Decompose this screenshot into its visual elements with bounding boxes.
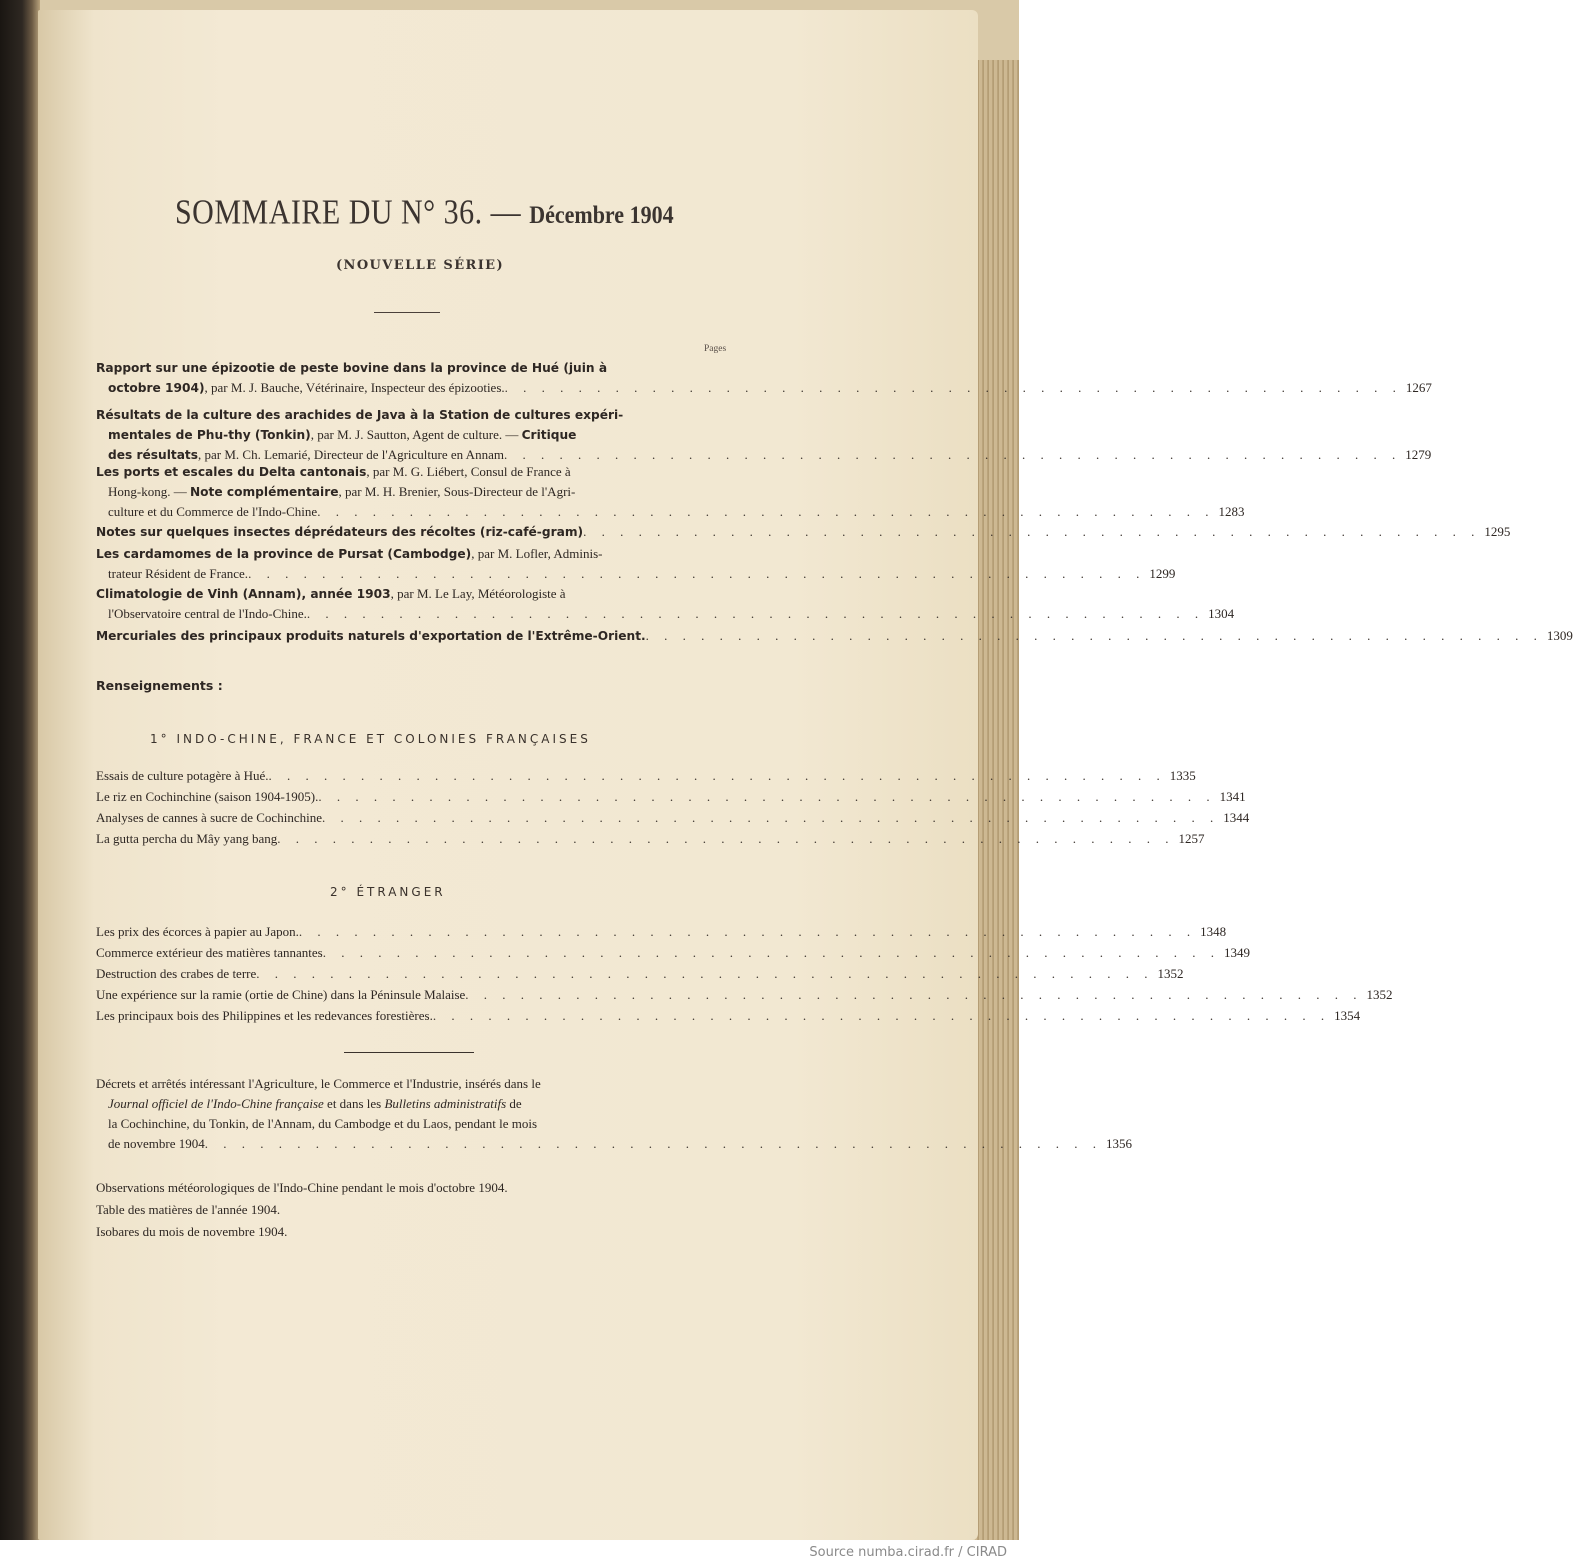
text-run: Notes sur quelques insectes déprédateurs des récoltes (riz-café-gram) [96, 525, 584, 539]
dot-leader: . . . . . . . . . . . . . . . . . . . . . . . . . . . . . . . . . . . . . . . . . . . . . . . . . [503, 447, 1402, 462]
text-run: Mercuriales des principaux produits naturels d'exportation de l'Extrême-Orient. [96, 629, 646, 643]
dot-leader: . . . . . . . . . . . . . . . . . . . . . . . . . . . . . . . . . . . . . . . . . . . . . . . . . [298, 924, 1197, 939]
text-run: , par M. H. Brenier, Sous-Directeur de l'Agri- [338, 484, 576, 499]
entry-line [96, 1094, 732, 1114]
entry-line-text [108, 482, 575, 502]
dot-leader: . . . . . . . . . . . . . . . . . . . . . . . . . . . . . . . . . . . . . . . . . . . . . . . . . [317, 504, 1215, 519]
text-run: , par M. J. Sautton, Agent de culture. — [310, 427, 522, 442]
entry-line-text [96, 1074, 541, 1094]
footer-bar [0, 1540, 1019, 1566]
list-item [96, 829, 1205, 849]
pages-column-label: Pages [704, 344, 727, 354]
dot-leader: . . . . . . . . . . . . . . . . . . . . . . . . . . . . . . . . . . . . . . . . . . . . . . . . . [432, 1008, 1331, 1023]
entry-line-text [108, 1094, 522, 1114]
title-main: SOMMAIRE DU N° 36. — [175, 193, 522, 232]
text-run: Les ports et escales du Delta cantonais [96, 465, 367, 479]
page-number: 1344 [1223, 810, 1250, 825]
entry-line [96, 1134, 1133, 1154]
entry-line [96, 1006, 1361, 1026]
text-run: Climatologie de Vinh (Annam), année 1903 [96, 587, 391, 601]
page-number: 1341 [1219, 789, 1246, 804]
entry-line-text [96, 522, 583, 542]
list-item [96, 808, 1250, 828]
list-item [96, 943, 1250, 963]
entry-line [96, 985, 1393, 1005]
text-run: Note complémentaire [189, 485, 339, 499]
text-run: l'Observatoire central de l'Indo-Chine. [108, 606, 307, 621]
entry-line-text [96, 787, 318, 807]
title-date: Décembre 1904 [529, 200, 674, 229]
entry-line [96, 564, 1176, 584]
dot-leader: . . . . . . . . . . . . . . . . . . . . . . . . . . . . . . . . . . . . . . . . . . . . . . . . . [583, 524, 1481, 539]
dot-leader: . . . . . . . . . . . . . . . . . . . . . . . . . . . . . . . . . . . . . . . . . . . . . . . . . [322, 945, 1220, 960]
page-number: 1356 [1106, 1136, 1133, 1151]
text-run: Résultats de la culture des arachides de Java à la Station de cultures expéri- [96, 408, 624, 422]
entry-line [96, 502, 1245, 522]
section2-heading: 2° ÉTRANGER [330, 885, 446, 899]
entry-line [96, 425, 732, 445]
dot-leader: . . . . . . . . . . . . . . . . . . . . . . . . . . . . . . . . . . . . . . . . . . . . . . . . . [204, 1136, 1103, 1151]
text-run: , par M. J. Bauche, Vétérinaire, Inspecteur des épizooties. [204, 380, 505, 395]
entry-line [96, 544, 732, 564]
text-run: , par M. Ch. Lemarié, Directeur de l'Agriculture en Annam [198, 447, 504, 462]
entry-line-text [96, 462, 571, 482]
entry-line-text [96, 985, 465, 1005]
page-number: 1304 [1208, 606, 1235, 621]
book-binding [0, 0, 40, 1540]
entry-line [96, 604, 1235, 624]
entry-line [96, 829, 1205, 849]
list-item [96, 964, 1184, 984]
entry-line-text [108, 1134, 205, 1154]
text-run: Les principaux bois des Philippines et les redevances forestières. [96, 1008, 433, 1023]
page-number: 1335 [1169, 768, 1196, 783]
entry-line [96, 943, 1250, 963]
entry-line [96, 787, 1246, 807]
entry-line-text [96, 626, 646, 646]
text-run: Les prix des écorces à papier au Japon. [96, 924, 299, 939]
text-run: Les cardamomes de la province de Pursat (Cambodge) [96, 547, 472, 561]
entry-line [96, 1074, 732, 1094]
text-run: trateur Résident de France. [108, 566, 249, 581]
entry-line-text [96, 584, 566, 604]
text-run: Analyses de cannes à sucre de Cochinchine [96, 810, 322, 825]
page-number: 1283 [1218, 504, 1245, 519]
text-run: et dans les [323, 1096, 385, 1111]
dot-leader: . . . . . . . . . . . . . . . . . . . . . . . . . . . . . . . . . . . . . . . . . . . . . . . . . [277, 831, 1175, 846]
entry-line-text [96, 964, 256, 984]
entry-line-text [96, 829, 277, 849]
dot-leader: . . . . . . . . . . . . . . . . . . . . . . . . . . . . . . . . . . . . . . . . . . . . . . . . . [248, 566, 1146, 581]
list-item [96, 985, 1393, 1005]
entry-line [96, 626, 1573, 646]
tail-item: Table des matières de l'année 1904. [96, 1202, 281, 1217]
toc-entry [96, 626, 1573, 646]
entry-line-text [96, 358, 607, 378]
entry-line [96, 766, 1196, 786]
page-number: 1257 [1178, 831, 1205, 846]
entry-line [96, 462, 732, 482]
entry-line [96, 964, 1184, 984]
section1-heading: 1° INDO-CHINE, FRANCE ET COLONIES FRANÇAISES [150, 732, 591, 746]
divider-rule [374, 312, 440, 313]
text-run: de [506, 1096, 522, 1111]
list-item [96, 766, 1196, 786]
dot-leader: . . . . . . . . . . . . . . . . . . . . . . . . . . . . . . . . . . . . . . . . . . . . . . . . . [318, 789, 1216, 804]
text-run: Décrets et arrêtés intéressant l'Agriculture, le Commerce et l'Industrie, insérés dans le [96, 1076, 541, 1091]
toc-entry [96, 405, 1432, 465]
entry-line-text [96, 808, 322, 828]
page-number: 1295 [1484, 524, 1511, 539]
dot-leader: . . . . . . . . . . . . . . . . . . . . . . . . . . . . . . . . . . . . . . . . . . . . . . . . . [306, 606, 1205, 621]
text-run: Critique [521, 428, 577, 442]
text-run: Le riz en Cochinchine (saison 1904-1905). [96, 789, 319, 804]
text-run: La gutta percha du Mây yang bang [96, 831, 278, 846]
text-run: Une expérience sur la ramie (ortie de Chine) dans la Péninsule Malaise [96, 987, 466, 1002]
entry-line-text [96, 766, 269, 786]
list-item [96, 787, 1246, 807]
list-item [96, 1006, 1361, 1026]
entry-line-text [108, 502, 317, 522]
text-run: , par M. Le Lay, Météorologiste à [390, 586, 566, 601]
page-number: 1354 [1334, 1008, 1361, 1023]
entry-line-text [108, 425, 576, 445]
entry-line [96, 522, 1511, 542]
list-item [96, 922, 1227, 942]
entry-line [96, 922, 1227, 942]
dot-leader: . . . . . . . . . . . . . . . . . . . . . . . . . . . . . . . . . . . . . . . . . . . . . . . . . [504, 380, 1402, 395]
source-credit: Source numba.cirad.fr / CIRAD [809, 1545, 1007, 1560]
text-run: mentales de Phu-thy (Tonkin) [108, 428, 311, 442]
text-run: culture et du Commerce de l'Indo-Chine [108, 504, 318, 519]
page-title [175, 193, 675, 232]
page-subtitle: (NOUVELLE SÉRIE) [336, 258, 505, 273]
entry-line-text [108, 604, 307, 624]
page-number: 1352 [1366, 987, 1393, 1002]
dot-leader: . . . . . . . . . . . . . . . . . . . . . . . . . . . . . . . . . . . . . . . . . . . . . . . . . [321, 810, 1220, 825]
toc-entry [96, 358, 1432, 398]
entry-line [96, 584, 732, 604]
toc-entry [96, 522, 1511, 542]
text-run: octobre 1904) [108, 381, 205, 395]
page-number: 1299 [1149, 566, 1176, 581]
dot-leader: . . . . . . . . . . . . . . . . . . . . . . . . . . . . . . . . . . . . . . . . . . . . . . . . . [256, 966, 1154, 981]
text-run: Journal officiel de l'Indo-Chine française [108, 1096, 324, 1111]
entry-line-text [96, 922, 299, 942]
entry-line [96, 808, 1250, 828]
text-run: Commerce extérieur des matières tannantes [96, 945, 323, 960]
text-run: , par M. G. Liébert, Consul de France à [366, 464, 571, 479]
toc-entry [96, 544, 1176, 584]
entry-line-text [96, 943, 323, 963]
entry-line-text [108, 378, 505, 398]
entry-line-text [96, 1006, 433, 1026]
entry-line-text [96, 405, 623, 425]
text-run: des résultats [108, 448, 199, 462]
entry-line-text [96, 544, 602, 564]
renseignements-heading: Renseignements : [96, 678, 223, 693]
toc-entry [96, 584, 1235, 624]
page-number: 1267 [1405, 380, 1432, 395]
entry-line [96, 1114, 732, 1134]
tail-item: Observations météorologiques de l'Indo-Chine pendant le mois d'octobre 1904. [96, 1180, 508, 1195]
text-run: Bulletins administratifs [384, 1096, 507, 1111]
page-number: 1348 [1200, 924, 1227, 939]
tail-item: Isobares du mois de novembre 1904. [96, 1224, 288, 1239]
entry-line-text [108, 564, 248, 584]
text-run: de novembre 1904 [108, 1136, 205, 1151]
text-run: Destruction des crabes de terre [96, 966, 257, 981]
divider-rule [344, 1052, 474, 1053]
entry-line [96, 358, 732, 378]
dot-leader: . . . . . . . . . . . . . . . . . . . . . . . . . . . . . . . . . . . . . . . . . . . . . . . . . [465, 987, 1363, 1002]
entry-line [96, 405, 732, 425]
toc-entry [96, 1074, 1133, 1154]
text-run: Rapport sur une épizootie de peste bovine dans la province de Hué (juin à [96, 361, 608, 375]
dot-leader: . . . . . . . . . . . . . . . . . . . . . . . . . . . . . . . . . . . . . . . . . . . . . . . . . [268, 768, 1166, 783]
page-number: 1352 [1157, 966, 1184, 981]
page-number: 1279 [1405, 447, 1432, 462]
entry-line [96, 378, 1432, 398]
text-run: , par M. Lofler, Adminis- [471, 546, 603, 561]
page-number: 1349 [1223, 945, 1250, 960]
text-run: la Cochinchine, du Tonkin, de l'Annam, du Cambodge et du Laos, pendant le mois [108, 1116, 538, 1131]
text-run: Hong-kong. — [108, 484, 190, 499]
dot-leader: . . . . . . . . . . . . . . . . . . . . . . . . . . . . . . . . . . . . . . . . . . . . . . . . . [645, 628, 1543, 643]
entry-line-text [108, 1114, 537, 1134]
page-number: 1309 [1546, 628, 1573, 643]
text-run: Essais de culture potagère à Hué. [96, 768, 269, 783]
entry-line [96, 482, 732, 502]
toc-entry [96, 462, 1245, 522]
